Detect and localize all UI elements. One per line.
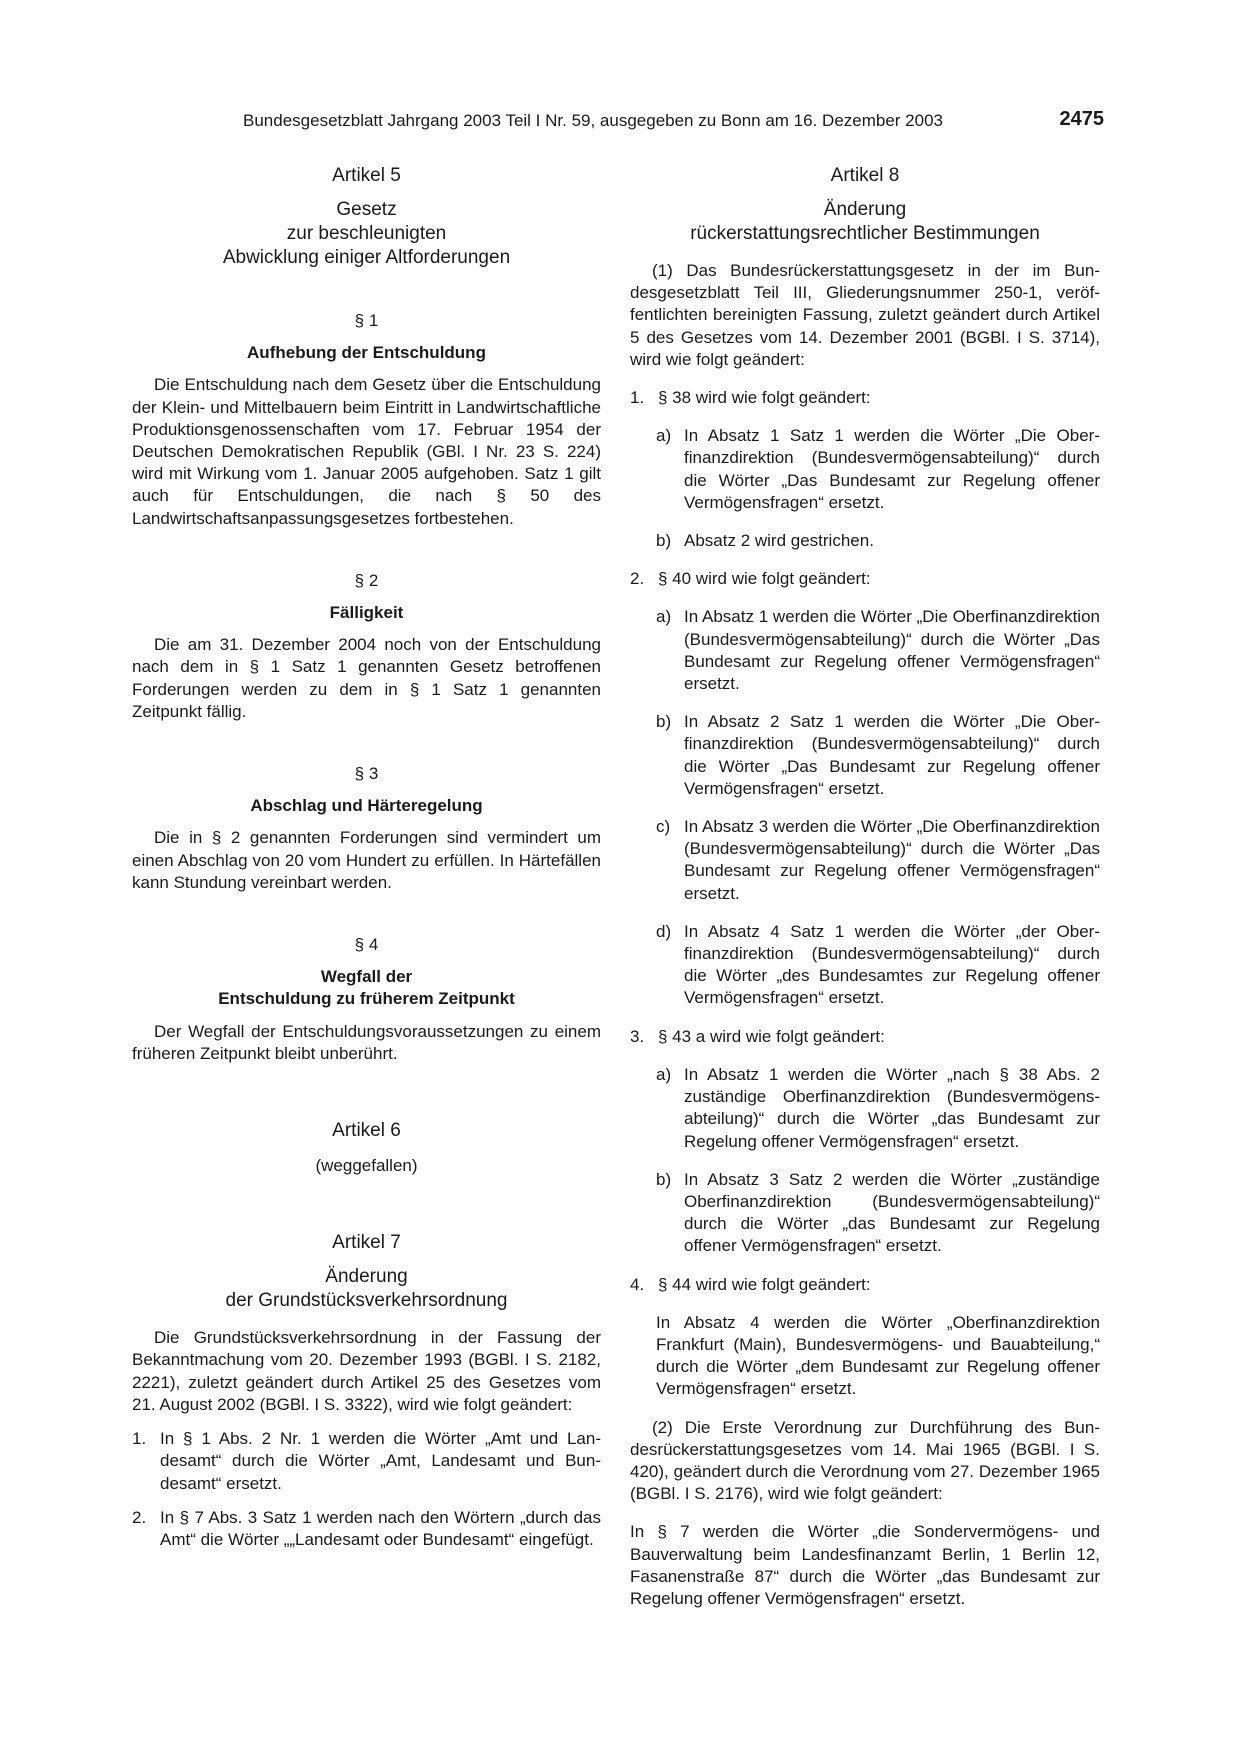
left-column: [132, 164, 601, 1551]
page-number: 2475: [1059, 108, 1104, 130]
paragraph-3: In § 7 werden die Wörter „die Sondervermögens- und Bauverwaltung beim Landesfinanzamt Berlin, 1 Berlin 12, Fasanenstraße 87“ durch die Wörter „das Bundesamt zur Regelung offener Vermögensfragen“ ersetzt.: [630, 1522, 1100, 1608]
section-4-text: Der Wegfall der Entschuldungsvoraussetzungen zu einem früheren Zeitpunkt bleibt unberührt.: [132, 1021, 601, 1063]
paragraph-2: (2) Die Erste Verordnung zur Durchführung des Bundesrückerstattungsgesetzes vom 14. Mai 1965 (BGBl. I S. 420), geändert durch die Verordnung vom 27. Dezember 1965 (BGBl. I S. 2176), wird wie folgt geändert:: [630, 1417, 1100, 1504]
list-item-text: § 44 wird wie folgt geändert:: [658, 1274, 871, 1294]
section-2-heading: Fälligkeit: [329, 603, 404, 623]
section-4-heading: Wegfall der Entschuldung zu früherem Zeitpunkt: [218, 967, 515, 1009]
list-item: [630, 1274, 1100, 1296]
section-3-number: § 3: [354, 764, 379, 784]
list-item-number: 2.: [132, 1507, 147, 1527]
sub-item-label: b): [656, 712, 672, 732]
article-8-subtitle: Änderung rückerstattungsrechtlicher Bestimmungen: [690, 199, 1040, 244]
list-item-text: In § 7 Abs. 3 Satz 1 werden nach den Wörtern „durch das Amt“ die Wörter „„Landesamt oder Bundesamt“ eingefügt.: [160, 1507, 601, 1549]
sub-item-label: c): [656, 817, 671, 837]
sub-item-text: In Absatz 2 Satz 1 werden die Wörter „Die Oberfinanzdirektion (Bundesvermögensabteilung)“ durch die Wörter „Das Bundesamt zur Regelung offener Vermögensfragen“ ersetzt.: [684, 712, 1100, 798]
list-item-body: In Absatz 4 werden die Wörter „Oberfinanzdirektion Frankfurt (Main), Bundesvermögens- und Bauabteilung,“ durch die Wörter „dem Bundesamt zur Regelung offener Vermögensfragen“ ersetzt.: [656, 1312, 1100, 1399]
article-8-title: Artikel 8: [830, 165, 900, 186]
sub-item-text: In Absatz 1 werden die Wörter „Die Oberfinanzdirektion (Bundesvermögensabteilung)“ durch die Wörter „Das Bundesamt zur Regelung offener Vermögensfragen“ ersetzt.: [684, 607, 1100, 694]
running-header: [243, 110, 1104, 132]
article-5-title: Artikel 5: [332, 165, 401, 186]
list-item: [132, 1428, 601, 1495]
section-1-number: § 1: [354, 311, 379, 330]
section-4-number: § 4: [354, 935, 379, 955]
list-item-text: § 43 a wird wie folgt geändert:: [658, 1026, 885, 1046]
section-2-text: Die am 31. Dezember 2004 noch von der Entschuldung nach dem in § 1 Satz 1 genannten Gesetz betroffenen Forderungen werden zu dem in § 1 Satz 1 genannten Zeitpunkt fällig.: [132, 635, 601, 721]
sub-item-label: b): [656, 1169, 672, 1189]
list-item: [630, 387, 1100, 409]
sub-item: [630, 1169, 1100, 1258]
sub-item-label: b): [656, 531, 672, 551]
list-item-number: 1.: [132, 1429, 147, 1449]
sub-item-text: In Absatz 3 Satz 2 werden die Wörter „zuständige Oberfinanzdirektion (Bundesvermögensabteilung)“ durch die Wörter „das Bundesamt zur Regelung offener Vermögensfragen“ ersetzt.: [684, 1169, 1100, 1256]
section-3-text: Die in § 2 genannten Forderungen sind vermindert um einen Abschlag von 20 vom Hundert zu erfüllen. In Härtefällen kann Stundung vereinbart werden.: [132, 828, 601, 892]
list-item: [630, 568, 1100, 590]
section-1-heading: Aufhebung der Entschuldung: [247, 343, 486, 363]
article-5-subtitle: Gesetz zur beschleunigten Abwicklung einiger Altforderungen: [222, 199, 511, 268]
sub-item: [630, 606, 1100, 695]
sub-item: [630, 425, 1100, 514]
article-7-subtitle: Änderung der Grundstücksverkehrsordnung: [225, 1266, 508, 1312]
sub-item-label: a): [656, 607, 672, 627]
sub-item-text: Absatz 2 wird gestrichen.: [684, 531, 874, 551]
list-item-number: 2.: [630, 569, 645, 589]
sub-item: [630, 921, 1100, 1010]
article-7-intro: Die Grundstücksverkehrsordnung in der Fassung der Bekanntmachung vom 20. Dezember 1993 (BGBl. I S. 2182, 2221), zuletzt geändert durch Artikel 25 des Gesetzes vom 21. August 2002 (BGBl. I S. 3322), wird wie folgt geändert:: [132, 1328, 601, 1414]
sub-item-text: In Absatz 1 Satz 1 werden die Wörter „Die Oberfinanzdirektion (Bundesvermögensabteilung)“ durch die Wörter „Das Bundesamt zur Regelung offener Vermögensfragen“ ersetzt.: [684, 426, 1100, 512]
article-6-title: Artikel 6: [332, 1120, 401, 1142]
sub-item: [630, 1064, 1100, 1153]
section-1-text: Die Entschuldung nach dem Gesetz über die Entschuldung der Klein- und Mittelbauern beim Eintritt in Landwirtschaftliche Produktionsgenossenschaften vom 17. Februar 1954 der Deutschen Demokratischen Republik (GBl. I Nr. 23 S. 224) wird mit Wirkung vom 1. Januar 2005 aufgehoben. Satz 1 gilt auch für Entschuldungen, die nach § 50 des Landwirtschaftsanpassungsgesetzes fortbestehen.: [132, 375, 601, 528]
sub-item-text: In Absatz 4 Satz 1 werden die Wörter „der Oberfinanzdirektion (Bundesvermögensabteilung)“ durch die Wörter „des Bundesamtes zur Regelung offener Vermögensfragen“ ersetzt.: [684, 921, 1100, 1008]
list-item-number: 1.: [630, 388, 645, 408]
list-item-number: 3.: [630, 1026, 645, 1046]
sub-item-label: d): [656, 921, 672, 941]
list-item-text: § 40 wird wie folgt geändert:: [658, 569, 871, 589]
article-7-title: Artikel 7: [332, 1232, 401, 1254]
list-item-text: § 38 wird wie folgt geändert:: [658, 388, 871, 408]
list-item-text: In § 1 Abs. 2 Nr. 1 werden die Wörter „Amt und Landesamt“ durch die Wörter „Amt, Landesamt und Bundesamt“ ersetzt.: [160, 1429, 601, 1493]
sub-item-text: In Absatz 1 werden die Wörter „nach § 38 Abs. 2 zuständige Oberfinanzdirektion (Bundesvermögensabteilung)“ durch die Wörter „das Bundesamt zur Regelung offener Vermögensfragen“ ersetzt.: [684, 1064, 1100, 1151]
sub-item-label: a): [656, 426, 672, 446]
section-3-heading: Abschlag und Härteregelung: [250, 796, 483, 816]
sub-item: [630, 530, 1100, 552]
article-6-note: (weggefallen): [315, 1156, 418, 1176]
list-item: [132, 1507, 601, 1551]
paragraph-1: (1) Das Bundesrückerstattungsgesetz in der im Bundesgesetzblatt Teil III, Gliederungsnummer 250-1, veröffentlichten bereinigten Fassung, zuletzt geändert durch Artikel 5 des Gesetzes vom 14. Dezember 2001 (BGBl. I S. 3714), wird wie folgt geändert:: [630, 261, 1100, 369]
section-2-number: § 2: [354, 570, 379, 590]
list-item-number: 4.: [630, 1274, 645, 1294]
sub-item: [630, 711, 1100, 800]
right-column: [630, 164, 1100, 1610]
sub-item-text: In Absatz 3 werden die Wörter „Die Oberfinanzdirektion (Bundesvermögensabteilung)“ durch die Wörter „Das Bundesamt zur Regelung offener Vermögensfragen“ ersetzt.: [684, 817, 1100, 903]
sub-item: [630, 816, 1100, 905]
running-title: Bundesgesetzblatt Jahrgang 2003 Teil I Nr. 59, ausgegeben zu Bonn am 16. Dezember 2003: [243, 111, 943, 130]
sub-item-label: a): [656, 1064, 672, 1084]
list-item: [630, 1026, 1100, 1048]
